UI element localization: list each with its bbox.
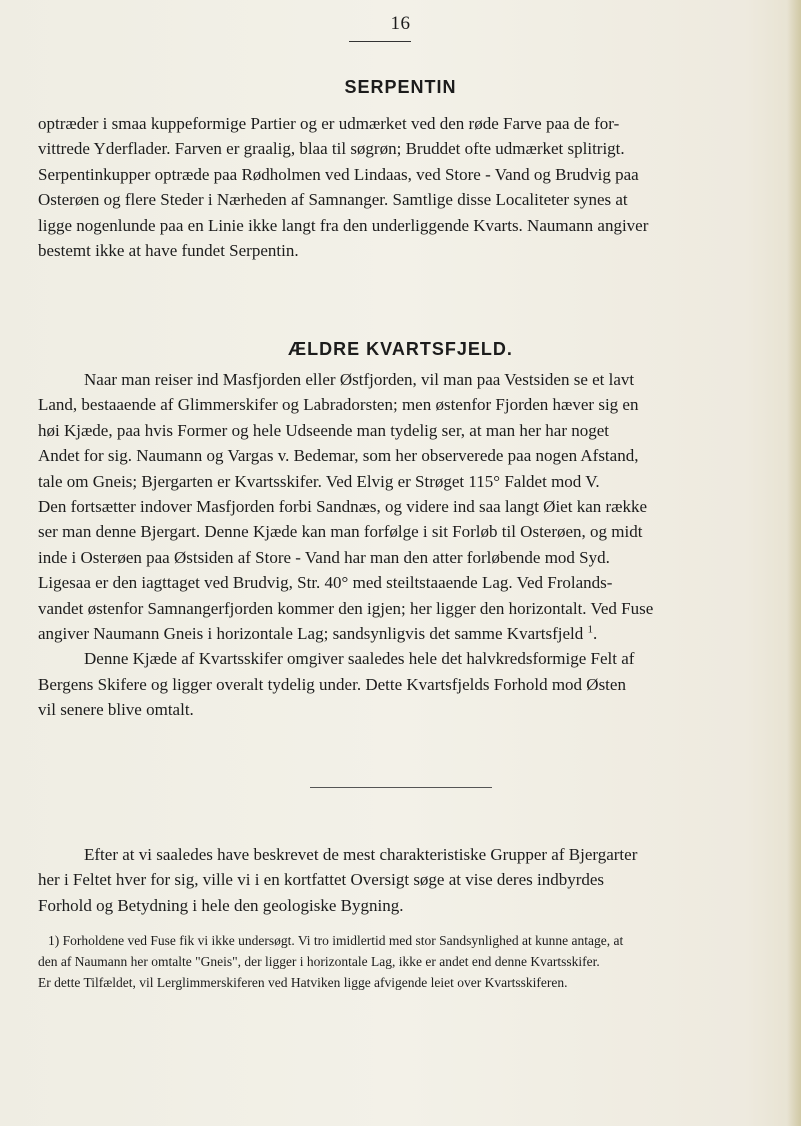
text-line: Serpentinkupper optræde paa Rødholmen ved Lindaas, ved Store - Vand og Brudvig paa [38,164,639,184]
text-line: tale om Gneis; Bjergarten er Kvartsskifer. Ved Elvig er Strøget 115° Faldet mod V. [38,471,600,491]
text-line: Naar man reiser ind Masfjorden eller Østfjorden, vil man paa Vestsiden se et lavt [84,370,635,389]
page-edge-shadow [787,0,801,1126]
text-line: ser man denne Bjergart. Denne Kjæde kan man forfølge i sit Forløb til Osterøen, og midt [38,522,643,542]
footnote [38,930,754,993]
text-line: Ligesaa er den iagttaget ved Brudvig, Str. 40° med steiltstaaende Lag. Ved Frolands- [38,573,613,593]
page-number: 16 [390,13,411,34]
text-line: her i Feltet hver for sig, ville vi i en kortfattet Oversigt søge at vise deres indbyrdes [38,870,605,890]
footnote-marker: 1) [48,933,60,948]
text-line: Bergens Skifere og ligger overalt tydelig under. Dette Kvartsfjelds Forhold mod Østen [38,674,626,694]
section-kvartsfjeld-body [38,367,754,723]
text-line: Forhold og Betydning i hele den geologiske Bygning. [38,895,404,915]
text-line: Efter at vi saaledes have beskrevet de mest charakteristiske Grupper af Bjergarter [84,845,638,864]
text-line: angiver Naumann Gneis i horizontale Lag; sandsynligvis det samme Kvartsfjeld [38,624,584,644]
section-summary-body [38,842,754,918]
footnote-line: den af Naumann her omtalte "Gneis", der ligger i horizontale Lag, ikke er andet end denne Kvartsskifer. [38,954,600,969]
text-line: Denne Kjæde af Kvartsskifer omgiver saaledes hele det halvkredsformige Felt af [84,649,635,669]
paragraph-serpentin [38,111,754,263]
text-line: vil senere blive omtalt. [38,700,194,720]
sentence-end: . [593,624,598,644]
paragraph-kvartsfjeld-2 [38,646,754,722]
text-line: ligge nogenlunde paa en Linie ikke langt fra den underliggende Kvarts. Naumann angiver [38,215,649,235]
text-line: vittrede Yderflader. Farven er graalig, blaa til søgrøn; Bruddet ofte udmærket splitrigt. [38,139,625,159]
section-heading-aeldre-kvartsfjeld: ÆLDRE KVARTSFJELD. [288,339,513,359]
footnote-line: Er dette Tilfældet, vil Lerglimmerskiferen ved Hatviken ligge afvigende leiet over Kvartsskiferen. [38,975,568,990]
text-line: vandet østenfor Samnangerfjorden kommer den igjen; her ligger den horizontalt. Ved Fuse [38,598,654,618]
paragraph-summary [38,842,754,918]
footnote-text: Forholdene ved Fuse fik vi ikke undersøgt. Vi tro imidlertid med stor Sandsynlighed at kunne antage, at [62,933,624,948]
text-line: bestemt ikke at have fundet Serpentin. [38,241,299,261]
footnote-line [38,930,754,951]
text-line: inde i Osterøen paa Østsiden af Store - Vand har man den atter forløbende mod Syd. [38,547,610,567]
text-line: Land, bestaaende af Glimmerskifer og Labradorsten; men østenfor Fjorden hæver sig en [38,395,639,415]
text-line: optræder i smaa kuppeformige Partier og er udmærket ved den røde Farve paa de for- [38,114,620,133]
page-number-rule [349,41,411,42]
text-line-with-footnote [38,621,754,646]
paragraph-kvartsfjeld-1 [38,367,754,646]
footnote-reference: 1 [587,623,594,636]
text-line: Andet for sig. Naumann og Vargas v. Bedemar, som her observerede paa nogen Afstand, [38,446,639,466]
section-serpentin-body [38,111,754,263]
text-line: høi Kjæde, paa hvis Former og hele Udseende man tydelig ser, at man her har noget [38,420,610,440]
text-line: Osterøen og flere Steder i Nærheden af Samnanger. Samtlige disse Localiteter synes at [38,190,628,210]
section-heading-serpentin: SERPENTIN [344,77,457,97]
section-divider [310,787,492,788]
text-line: Den fortsætter indover Masfjorden forbi Sandnæs, og videre ind saa langt Øiet kan række [38,497,648,517]
